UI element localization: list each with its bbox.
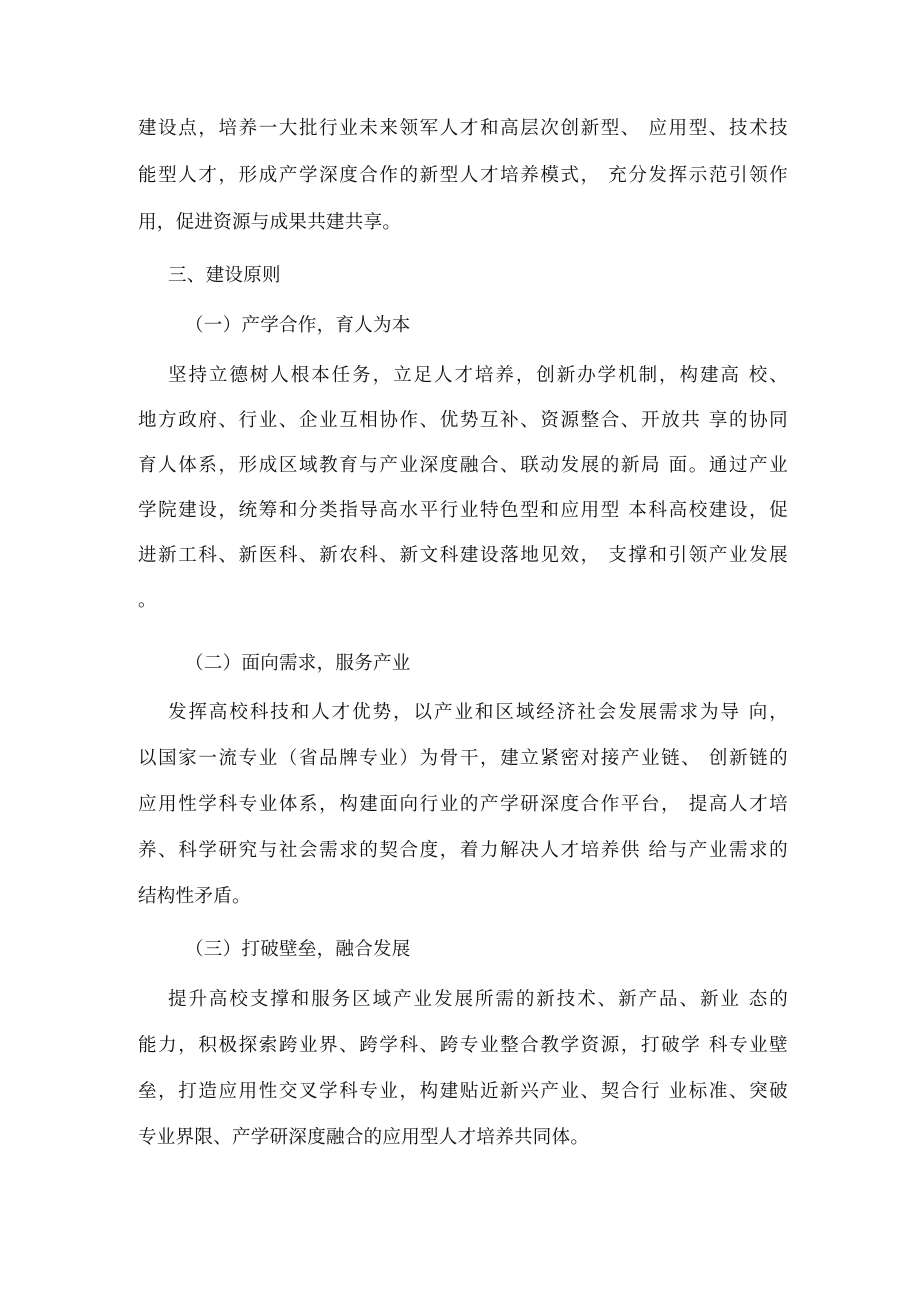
paragraph-line: 育人体系，形成区域教育与产业深度融合、联动发展的新局 面。通过产业: [138, 455, 788, 476]
paragraph-line: 提升高校支撑和服务区域产业发展所需的新技术、新产品、新业 态的: [168, 989, 788, 1010]
paragraph-line: 专业界限、产学研深度融合的应用型人才培养共同体。: [138, 1127, 590, 1148]
paragraph-line: 以国家一流专业（省品牌专业）为骨干，建立紧密对接产业链、 创新链的: [138, 748, 788, 769]
paragraph-line: 。: [138, 590, 157, 611]
paragraph-line: 结构性矛盾。: [138, 886, 251, 907]
paragraph-line: 能型人才，形成产学深度合作的新型人才培养模式， 充分发挥示范引领作: [138, 165, 788, 186]
paragraph-line: 地方政府、行业、企业互相协作、优势互补、资源整合、开放共 享的协同: [138, 410, 788, 431]
subsection-heading: （二）面向需求，服务产业: [185, 653, 411, 674]
paragraph-line: 学院建设，统筹和分类指导高水平行业特色型和应用型 本科高校建设，促: [138, 500, 788, 521]
paragraph-line: 发挥高校科技和人才优势，以产业和区域经济社会发展需求为导 向，: [168, 702, 788, 723]
subsection-heading: （一）产学合作，育人为本: [185, 315, 411, 336]
paragraph-line: 应用性学科专业体系，构建面向行业的产学研深度合作平台， 提高人才培: [138, 794, 788, 815]
section-heading: 三、建设原则: [168, 265, 281, 286]
paragraph-line: 能力，积极探索跨业界、跨学科、跨专业整合教学资源，打破学 科专业壁: [138, 1035, 788, 1056]
subsection-heading: （三）打破壁垒，融合发展: [185, 939, 411, 960]
paragraph-line: 垒，打造应用性交叉学科专业，构建贴近新兴产业、契合行 业标准、突破: [138, 1081, 788, 1102]
paragraph-line: 用，促进资源与成果共建共享。: [138, 212, 402, 233]
paragraph-line: 养、科学研究与社会需求的契合度，着力解决人才培养供 给与产业需求的: [138, 840, 788, 861]
paragraph-line: 建设点，培养一大批行业未来领军人才和高层次创新型、 应用型、技术技: [138, 118, 788, 139]
paragraph-line: 坚持立德树人根本任务，立足人才培养，创新办学机制，构建高 校、: [168, 365, 788, 386]
paragraph-line: 进新工科、新医科、新农科、新文科建设落地见效， 支撑和引领产业发展: [138, 545, 788, 566]
